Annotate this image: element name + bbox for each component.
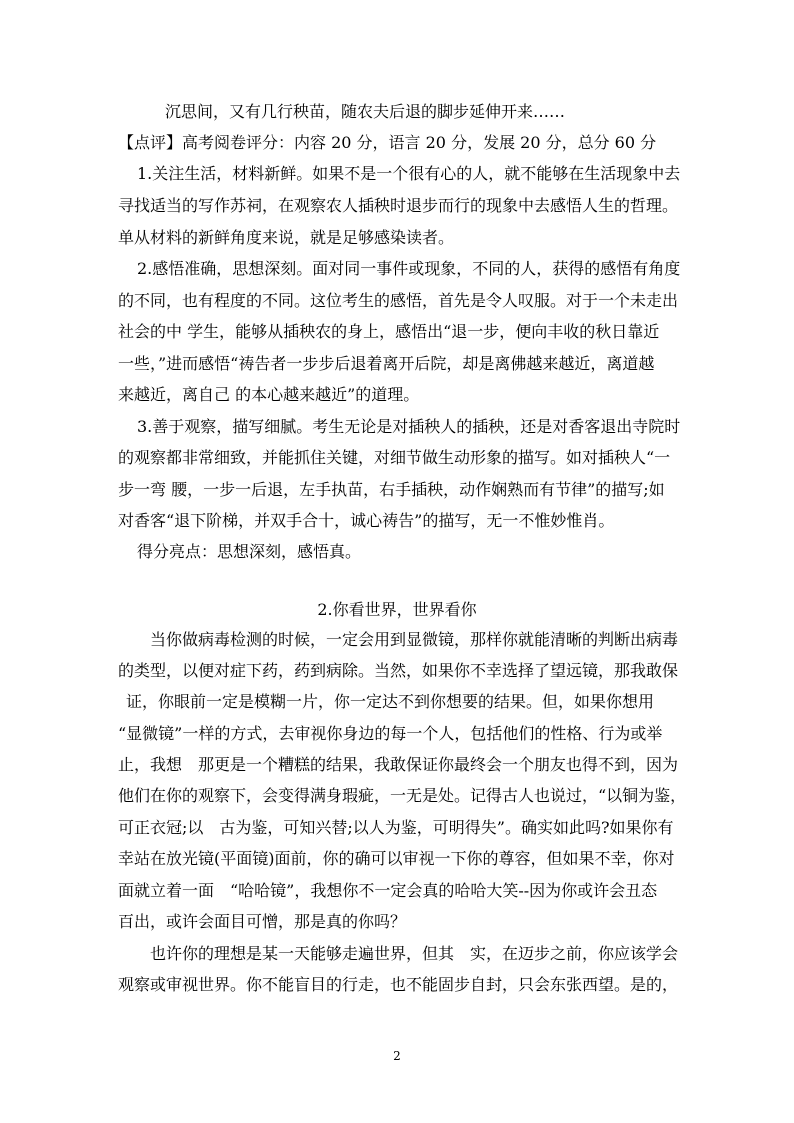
paragraph-line: 百出，或许会面目可憎，那是真的你吗？ bbox=[118, 912, 407, 931]
paragraph-line: 他们在你的观察下，会变得满身瑕疵，一无是处。记得古人也说过，“以铜为鉴， bbox=[118, 786, 687, 805]
paragraph-line: 幸站在放光镜(平面镜)面前，你的确可以审视一下你的尊容，但如果不幸，你对 bbox=[118, 849, 675, 868]
paragraph-line: 的不同，也有程度的不同。这位考生的感悟，首先是令人叹服。对于一个未走出 bbox=[118, 291, 679, 310]
paragraph-line: “显微镜”一样的方式，去审视你身边的每一个人，包括他们的性格、行为或举 bbox=[118, 724, 663, 743]
paragraph-line: 的类型，以便对症下药，药到病除。当然，如果你不幸选择了望远镜，那我敢保 bbox=[118, 661, 679, 680]
score-highlight: 得分亮点：思想深刻，感悟真。 bbox=[137, 542, 362, 561]
paragraph-line: 沉思间，又有几行秧苗，随农夫后退的脚步延伸开来…… bbox=[165, 102, 566, 121]
paragraph-line: 当你做病毒检测的时候，一定会用到显微镜，那样你就能清晰的判断出病毒 bbox=[150, 630, 679, 649]
paragraph-line: 证，你眼前一定是模糊一片，你一定达不到你想要的结果。但，如果你想用 bbox=[126, 692, 655, 711]
comment-point-3: 3.善于观察，描写细腻。考生无论是对插秧人的插秧，还是对香客退出寺院时 bbox=[137, 417, 681, 436]
paragraph-line: 寻找适当的写作苏祠，在观察农人插秧时退步而行的现象中去感悟人生的哲理。 bbox=[118, 196, 679, 215]
paragraph-line: 来越近，离自己 的本心越来越近”的道理。 bbox=[118, 385, 420, 404]
comment-point-2: 2.感悟准确，思想深刻。面对同一事件或现象，不同的人，获得的感悟有角度 bbox=[137, 259, 681, 278]
paragraph-line: 社会的中 学生，能够从插秧农的身上，感悟出“退一步，便向丰收的秋日靠近 bbox=[118, 322, 660, 341]
paragraph-line: 的观察都非常细致，并能抓住关键，对细节做生动形象的描写。如对插秧人“一 bbox=[118, 448, 671, 467]
paragraph-line: 观察或审视世界。你不能盲目的行走，也不能固步自封，只会东张西望。是的， bbox=[118, 975, 679, 994]
paragraph-line: 可正衣冠;以 古为鉴，可知兴替;以人为鉴，可明得失”。确实如此吗?如果你有 bbox=[118, 818, 674, 837]
page-number: 2 bbox=[393, 1049, 401, 1063]
essay-title: 2.你看世界，世界看你 bbox=[317, 600, 477, 619]
paragraph-line: 步一弯 腰，一步一后退，左手执苗，右手插秧，动作娴熟而有节律”的描写;如 bbox=[118, 480, 665, 499]
paragraph-line: 一些，”进而感悟“祷告者一步步后退着离开后院，却是离佛越来越近，离道越 bbox=[118, 354, 655, 373]
paragraph-line: 止，我想 那更是一个糟糕的结果，我敢保证你最终会一个朋友也得不到，因为 bbox=[118, 755, 679, 774]
comment-point-1: 1.关注生活，材料新鲜。如果不是一个很有心的人，就不能够在生活现象中去 bbox=[137, 164, 681, 183]
paragraph-line: 单从材料的新鲜角度来说，就是足够感染读者。 bbox=[118, 228, 455, 247]
paragraph-line: 对香客“退下阶梯，并双手合十，诚心祷告”的描写，无一不惟妙惟肖。 bbox=[118, 511, 615, 530]
paragraph-line: 面就立着一面 “哈哈镜”，我想你不一定会真的哈哈大笑--因为你或许会丑态 bbox=[118, 881, 658, 900]
paragraph-line: 也许你的理想是某一天能够走遍世界，但其 实，在迈步之前，你应该学会 bbox=[150, 944, 679, 963]
comment-heading: 【点评】高考阅卷评分：内容 20 分，语言 20 分，发展 20 分，总分 60 分 bbox=[118, 133, 657, 152]
